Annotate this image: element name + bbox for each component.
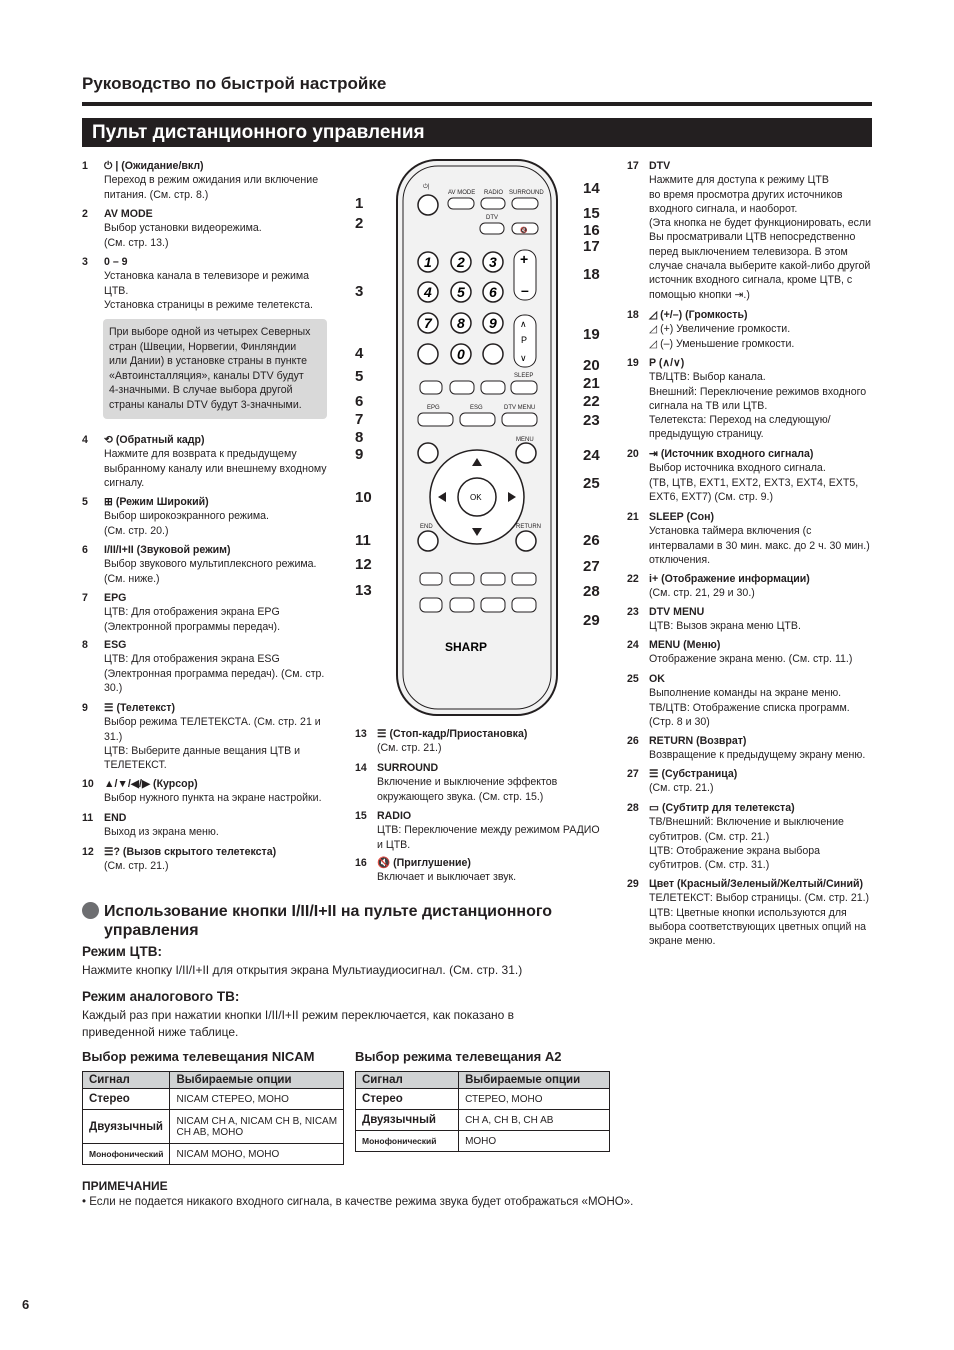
item-title: 0 – 9 (104, 256, 128, 268)
header-rule (82, 102, 872, 106)
av-mode-label: AV MODE (448, 190, 476, 196)
item-description: ЦТВ: Для отображения экрана ESG (Электронная программа передач). (См. стр. 30.) (104, 653, 325, 694)
item-description: ТВ/Внешний: Включение и выключение субтитров. (См. стр. 21.) ЦТВ: Отображение экрана выбора субтитров. (См. стр. 31.) (649, 816, 844, 872)
item-title: i+ (Отображение информации) (649, 573, 810, 585)
nicam-col-signal: Сигнал (83, 1072, 170, 1089)
item-description: Выбор источника входного сигнала. (ТВ, ЦТВ, EXT1, EXT2, EXT3, EXT4, EXT5, EXT6, EXT7) (См. стр. 9.) (649, 462, 859, 503)
a2-options: CH A, CH B, CH AB (459, 1110, 610, 1131)
callout-number: 25 (583, 475, 600, 492)
item-title: ⊞ (Режим Широкий) (104, 496, 209, 508)
item-description: Выбор широкоэкранного режима. (См. стр. 20.) (104, 510, 269, 537)
item-title: ☰ (Стоп-кадр/Приостановка) (377, 728, 528, 740)
callout-number: 19 (583, 326, 600, 343)
callout-number: 10 (355, 489, 372, 506)
sleep-label: SLEEP (514, 373, 534, 379)
callout-number: 24 (583, 447, 600, 464)
section-band: Пульт дистанционного управления (82, 118, 872, 147)
item-description: (См. стр. 21.) (104, 860, 169, 873)
page-number: 6 (22, 1297, 30, 1312)
callout-number: 28 (583, 583, 600, 600)
item-description: Выполнение команды на экране меню. ТВ/ЦТВ: Отображение списка программ. (Стр. 8 и 30) (649, 687, 850, 728)
a2-col-options: Выбираемые опции (459, 1072, 610, 1089)
dtv-label: DTV (486, 215, 498, 221)
nicam-table (82, 1071, 344, 1165)
item-title: ☰ (Телетекст) (104, 702, 175, 714)
usage-title: Использование кнопки I/II/I+II на пульте дистанционного управления (104, 903, 553, 939)
digit-label: 4 (424, 284, 432, 300)
nicam-col-options: Выбираемые опции (170, 1072, 344, 1089)
dtv-mode-text: Нажмите кнопку I/II/I+II для открытия экрана Мультиаудиосигнал. (См. стр. 31.) (82, 963, 523, 977)
item-description: Переход в режим ожидания или включение питания. (См. стр. 8.) (104, 174, 319, 201)
callout-number: 22 (583, 393, 600, 410)
volume-down-icon: – (521, 282, 529, 298)
dtv-button (480, 223, 504, 234)
sleep-button (511, 381, 537, 394)
item-title: ◿ (+/–) (Громкость) (649, 309, 748, 321)
subpage-button (512, 573, 536, 585)
callout-number: 18 (583, 266, 600, 283)
item-title: MENU (Меню) (649, 639, 721, 651)
item-title: DTV MENU (649, 606, 705, 618)
item-number: 28 (627, 802, 639, 814)
item-title: ⟲ (Обратный кадр) (104, 434, 205, 446)
callout-number: 9 (355, 446, 364, 463)
item-number: 27 (627, 768, 639, 780)
digit-label: 1 (424, 254, 432, 270)
nicam-signal: Стерео (83, 1089, 170, 1110)
item-description: ЦТВ: Для отображения экрана EPG (Электронной программы передач). (104, 606, 281, 633)
item-description: ЦТВ: Переключение между режимом РАДИО и ЦТВ. (377, 824, 600, 851)
callout-number: 6 (355, 393, 364, 410)
yellow-button (481, 598, 505, 612)
item-number: 12 (82, 846, 94, 858)
callout-number: 29 (583, 612, 600, 629)
reveal-button (420, 573, 442, 585)
callout-number: 26 (583, 532, 600, 549)
flashback-button (418, 344, 438, 364)
callout-number: 2 (355, 215, 364, 232)
digit-label: 2 (457, 254, 465, 270)
callout-number: 27 (583, 558, 600, 575)
note-box: При выборе одной из четырех Северных стран (Швеции, Норвегии, Финляндии или Дании) в установке страны в пункте «Автоинсталляция», каналы DTV будут 4-значными. В случае выбора другой страны каналы DTV будут 3-значными. (103, 319, 327, 419)
item-description: Установка канала в телевизоре и режима ЦТВ. Установка страницы в режиме телетекста. (104, 270, 313, 311)
nicam-options: NICAM CH A, NICAM CH B, NICAM CH AB, МОНО (170, 1110, 344, 1144)
callout-number: 23 (583, 412, 600, 429)
item-description: (См. стр. 21.) (377, 742, 442, 755)
channel-up-icon: ∧ (520, 319, 527, 329)
item-title: DTV (649, 160, 671, 172)
item-number: 22 (627, 573, 639, 585)
item-description: Установка таймера включения (с интервалами в 30 мин. макс. до 2 ч. 30 мин.) отключения. (649, 525, 870, 566)
callout-number: 3 (355, 283, 364, 300)
callout-number: 15 (583, 205, 600, 222)
item-description: Выбор звукового мультиплексного режима. (См. ниже.) (104, 558, 317, 585)
item-description: Включение и выключение эффектов окружающего звука. (См. стр. 15.) (377, 776, 558, 803)
callout-number: 8 (355, 429, 364, 446)
item-number: 25 (627, 673, 639, 685)
item-title: ▲/▼/◀/▶ (Курсор) (104, 778, 198, 790)
item-title: ☰ (Субстраница) (649, 768, 738, 780)
footnote-text: • Если не подается никакого входного сигнала, в качестве режима звука будет отображаться «МОНО». (82, 1196, 634, 1208)
item-title: OK (649, 673, 665, 685)
a2-options: МОНО (459, 1131, 610, 1152)
item-title: P (∧/∨) (649, 357, 685, 369)
esg-button (460, 413, 495, 426)
item-number: 23 (627, 606, 639, 618)
ok-label: OK (470, 493, 482, 502)
item-description: (См. стр. 21, 29 и 30.) (649, 587, 755, 600)
item-description: ◿ (+) Увеличение громкости. ◿ (–) Уменьшение громкости. (649, 323, 795, 350)
item-description: ТВ/ЦТВ: Выбор канала. Внешний: Переключение режимов входного сигнала на ТВ или ЦТВ. Телетекста: Переход на следующую/ предыдущую страницу. (649, 371, 867, 441)
item-title: ESG (104, 639, 127, 651)
item-number: 3 (82, 256, 88, 268)
return-button (516, 531, 536, 551)
channel-label: P (521, 335, 528, 345)
item-title: RETURN (Возврат) (649, 735, 747, 747)
a2-heading: Выбор режима телевещания A2 (355, 1049, 562, 1064)
page-header: Руководство по быстрой настройке (82, 74, 387, 93)
epg-label: EPG (427, 405, 440, 411)
surround-button (512, 198, 538, 209)
item-number: 18 (627, 309, 639, 321)
hold-button (450, 573, 474, 585)
item-number: 1 (82, 160, 88, 172)
item-title: 🔇 (Приглушение) (377, 857, 471, 869)
av-mode-button (448, 198, 474, 209)
brand-logo: SHARP (445, 640, 488, 654)
item-number: 4 (82, 434, 88, 446)
dtv-mode-heading: Режим ЦТВ: (82, 944, 162, 959)
section-bullet-icon (82, 902, 99, 919)
item-description: Выход из экрана меню. (104, 826, 219, 839)
callout-number: 11 (355, 532, 371, 549)
info-button (481, 381, 505, 394)
item-number: 19 (627, 357, 639, 369)
remote-illustration (350, 155, 615, 725)
item-number: 29 (627, 878, 639, 890)
callout-number: 14 (583, 180, 600, 197)
nicam-heading: Выбор режима телевещания NICAM (82, 1049, 315, 1064)
mute-icon: 🔇 (520, 228, 528, 234)
digit-label: 8 (457, 315, 465, 331)
item-number: 16 (355, 857, 367, 869)
radio-button (481, 198, 505, 209)
item-number: 7 (82, 592, 88, 604)
item-number: 17 (627, 160, 639, 172)
item-number: 15 (355, 810, 367, 822)
a2-signal: Двуязычный (356, 1110, 459, 1131)
radio-label: RADIO (484, 190, 504, 196)
volume-up-icon: + (520, 251, 529, 267)
red-button (420, 598, 442, 612)
digit-label: 6 (489, 284, 497, 300)
nicam-options: NICAM СТЕРЕО, МОНО (170, 1089, 344, 1110)
green-button (450, 598, 474, 612)
callout-number: 13 (355, 582, 372, 599)
nicam-options: NICAM МОНО, МОНО (170, 1144, 344, 1165)
item-description: Возвращение к предыдущему экрану меню. (649, 749, 866, 762)
digit-label: 0 (457, 346, 465, 362)
item-title: AV MODE (104, 208, 153, 220)
item-number: 13 (355, 728, 367, 740)
item-description: Включает и выключает звук. (377, 871, 517, 884)
item-title: SLEEP (Сон) (649, 511, 715, 523)
item-number: 24 (627, 639, 639, 651)
digit-label: 9 (489, 315, 497, 331)
item-number: 6 (82, 544, 88, 556)
analog-mode-heading: Режим аналогового ТВ: (82, 989, 240, 1004)
analog-mode-text: Каждый раз при нажатии кнопки I/II/I+II режим переключается, как показано в приведенной ниже таблице. (82, 1008, 515, 1039)
callout-number: 16 (583, 222, 600, 239)
callout-number: 21 (583, 375, 600, 392)
item-number: 11 (82, 812, 94, 824)
item-description: ЦТВ: Вызов экрана меню ЦТВ. (649, 620, 801, 633)
item-title: SURROUND (377, 762, 439, 774)
callout-number: 1 (355, 195, 364, 212)
end-label: END (420, 524, 433, 530)
item-number: 8 (82, 639, 88, 651)
channel-down-icon: ∨ (520, 353, 527, 363)
callout-number: 4 (355, 345, 364, 362)
item-title: ▭ (Субтитр для телетекста) (649, 802, 795, 814)
digit-label: 5 (457, 284, 465, 300)
item-title: Цвет (Красный/Зеленый/Желтый/Синий) (649, 878, 864, 890)
callout-number: 12 (355, 556, 372, 573)
teletext-button (418, 443, 438, 463)
digit-label: 3 (489, 254, 497, 270)
item-description: (См. стр. 21.) (649, 782, 714, 795)
a2-table (355, 1071, 610, 1152)
item-description: Отображение экрана меню. (См. стр. 11.) (649, 653, 853, 666)
nicam-signal: Монофонический (83, 1144, 170, 1165)
end-button (418, 531, 438, 551)
menu-button (516, 443, 536, 463)
item-description: Нажмите для доступа к режиму ЦТВ во время просмотра других источников входного сигнала, и наоборот. (Эта кнопка не будет функционировать, если Вы просматривали ЦТВ непосредственно перед выключением телевизора. В этом случае сначала выберите какой-либо другой источник входного сигнала, кроме ЦТВ, с помощью кнопки ⇥.) (649, 174, 872, 301)
wide-mode-button (420, 381, 442, 394)
item-number: 26 (627, 735, 639, 747)
input-source-button (483, 344, 503, 364)
blue-button (512, 598, 536, 612)
dtv-menu-button (502, 413, 537, 426)
nicam-signal: Двуязычный (83, 1110, 170, 1144)
a2-signal: Стерео (356, 1089, 459, 1110)
dtv-menu-label: DTV MENU (504, 405, 536, 411)
return-label: RETURN (516, 524, 541, 530)
item-title: RADIO (377, 810, 412, 822)
item-title: ⇥ (Источник входного сигнала) (649, 448, 814, 460)
footnote-heading: ПРИМЕЧАНИЕ (82, 1179, 168, 1193)
item-title: I/II/I+II (Звуковой режим) (104, 544, 231, 556)
item-description: Выбор режима ТЕЛЕТЕКСТА. (См. стр. 21 и 31.) ЦТВ: Выберите данные вещания ЦТВ и ТЕЛЕТЕКСТ. (104, 716, 321, 772)
callout-number: 7 (355, 411, 364, 428)
item-number: 9 (82, 702, 88, 714)
callout-number: 20 (583, 357, 600, 374)
item-number: 14 (355, 762, 367, 774)
item-title: EPG (104, 592, 127, 604)
subtitle-button (481, 573, 505, 585)
callout-number: 5 (355, 368, 364, 385)
item-title: ☰? (Вызов скрытого телетекста) (104, 846, 277, 858)
item-title: END (104, 812, 127, 824)
menu-label: MENU (516, 437, 534, 443)
item-number: 2 (82, 208, 88, 220)
sound-mode-button (450, 381, 474, 394)
item-description: Выбор нужного пункта на экране настройки. (104, 792, 322, 805)
a2-options: СТЕРЕО, МОНО (459, 1089, 610, 1110)
digit-label: 7 (424, 315, 432, 331)
surround-label: SURROUND (509, 190, 544, 196)
a2-signal: Монофонический (356, 1131, 459, 1152)
item-number: 21 (627, 511, 639, 523)
item-description: Нажмите для возврата к предыдущему выбранному каналу или внешнему входному сигналу. (104, 448, 327, 489)
power-icon: ⏻| (423, 184, 430, 190)
callout-number: 17 (583, 238, 600, 255)
a2-col-signal: Сигнал (356, 1072, 459, 1089)
power-button (418, 195, 438, 215)
esg-label: ESG (470, 405, 483, 411)
item-title: ⏻ | (Ожидание/вкл) (104, 160, 204, 172)
item-description: ТЕЛЕТЕКСТ: Выбор страницы. (См. стр. 21.) ЦТВ: Цветные кнопки используются для выбора соответствующих цветных опций на экране меню. (649, 892, 870, 948)
item-description: Выбор установки видеорежима. (См. стр. 13.) (104, 222, 262, 249)
item-number: 20 (627, 448, 639, 460)
item-number: 5 (82, 496, 88, 508)
item-number: 10 (82, 778, 94, 790)
epg-button (418, 413, 453, 426)
